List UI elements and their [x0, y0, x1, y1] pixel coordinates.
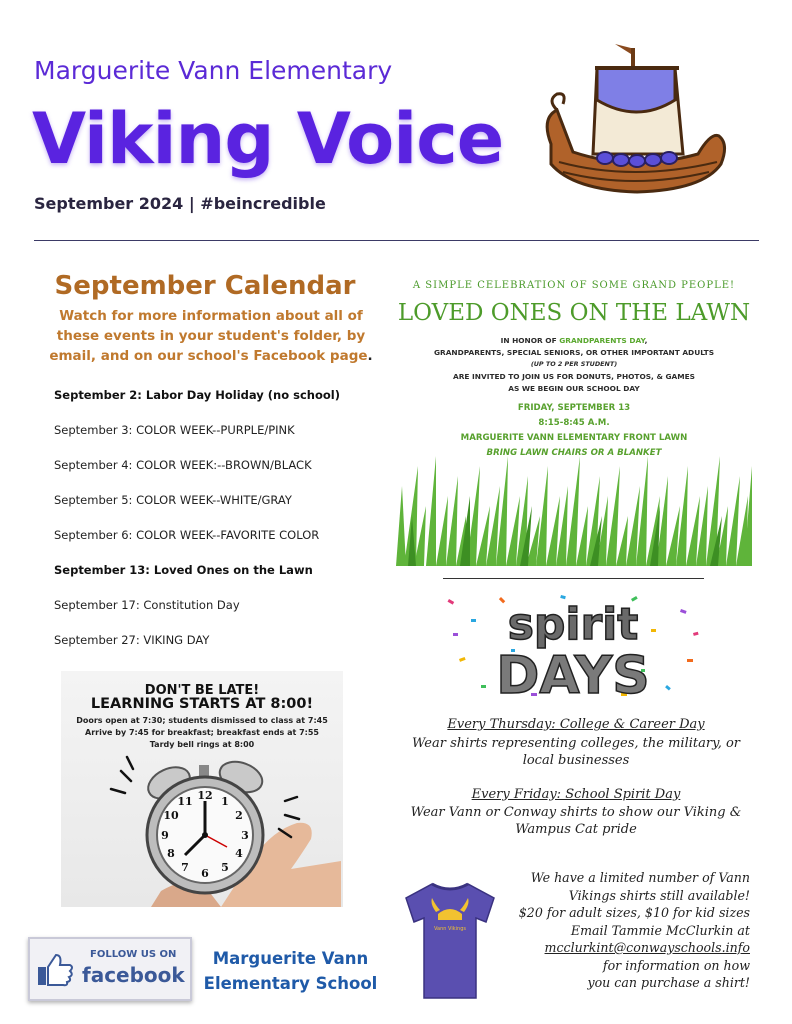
svg-text:2: 2 — [235, 809, 243, 822]
flyer-date: FRIDAY, SEPTEMBER 13 — [517, 403, 631, 413]
thumbs-up-icon — [36, 953, 74, 987]
svg-text:9: 9 — [161, 829, 169, 842]
confetti-illustration — [441, 589, 705, 705]
flyer-location: MARGUERITE VANN ELEMENTARY FRONT LAWN — [460, 433, 688, 443]
flyer-time: 8:15-8:45 A.M. — [538, 418, 610, 428]
newsletter-title: Viking Voice — [32, 98, 504, 180]
newsletter-subtitle: September 2024 | #beincredible — [34, 194, 326, 213]
late-notice-line: Tardy bell rings at 8:00 — [149, 740, 255, 749]
flyer-line: GRANDPARENTS, SPECIAL SENIORS, OR OTHER IMPORTANT ADULTS — [433, 348, 715, 357]
grass-illustration — [396, 426, 752, 566]
calendar-item: September 2: Labor Day Holiday (no school) — [54, 388, 340, 402]
email-link[interactable]: mcclurkint@conwayschools.info — [544, 940, 750, 955]
calendar-item: September 27: VIKING DAY — [54, 633, 210, 647]
flyer-line: AS WE BEGIN OUR SCHOOL DAY — [508, 384, 640, 393]
flyer-line — [396, 336, 752, 345]
friday-text: Wear Vann or Conway shirts to show our Viking & Wampus Cat pride — [410, 805, 742, 837]
facebook-wordmark: facebook — [82, 963, 185, 987]
facebook-follow-button[interactable] — [28, 937, 192, 1001]
late-notice-title: DON'T BE LATE! — [144, 683, 260, 698]
svg-text:1: 1 — [221, 795, 229, 808]
calendar-item: September 17: Constitution Day — [54, 598, 240, 612]
friday-heading: Every Friday: School Spirit Day — [471, 787, 681, 802]
svg-text:3: 3 — [241, 829, 249, 842]
flyer-title: LOVED ONES ON THE LAWN — [397, 300, 751, 326]
late-notice-line: Doors open at 7:30; students dismissed to class at 7:45 — [76, 716, 328, 725]
svg-text:6: 6 — [201, 867, 209, 880]
days-word: DAYS — [496, 646, 650, 705]
school-name: Marguerite Vann Elementary — [34, 56, 393, 85]
shirt-line: you can purchase a shirt! — [587, 975, 750, 990]
late-notice-line: Arrive by 7:45 for breakfast; breakfast ends at 7:55 — [85, 728, 319, 737]
late-notice-subtitle: LEARNING STARTS AT 8:00! — [90, 696, 314, 712]
calendar-item: September 6: COLOR WEEK--FAVORITE COLOR — [54, 528, 320, 542]
flyer-grandparents-day: GRANDPARENTS DAY — [559, 336, 645, 345]
thursday-heading: Every Thursday: College & Career Day — [447, 717, 705, 732]
calendar-heading: September Calendar — [54, 271, 356, 301]
flyer-line-text: , — [644, 336, 648, 345]
shirt-line: $20 for adult sizes, $10 for kid sizes — [518, 905, 750, 920]
svg-text:5: 5 — [221, 861, 229, 874]
flyer-line: ARE INVITED TO JOIN US FOR DONUTS, PHOTOS, & GAMES — [453, 372, 695, 381]
shirt-line: Email Tammie McClurkin at — [570, 922, 750, 938]
facebook-follow-label: FOLLOW US ON — [90, 949, 177, 960]
section-divider — [443, 578, 704, 579]
late-notice-image — [61, 671, 343, 907]
flyer-line-text: IN HONOR OF — [500, 336, 560, 345]
alarm-clock-icon — [101, 751, 341, 907]
thursday-text: Wear shirts representing colleges, the military, or local businesses — [411, 736, 741, 768]
calendar-intro — [46, 306, 376, 366]
shirt-print-text: Vann Vikings — [434, 926, 466, 932]
svg-text:12: 12 — [197, 789, 213, 802]
svg-text:7: 7 — [181, 861, 189, 874]
svg-text:8: 8 — [167, 847, 175, 860]
spirit-days-graphic — [441, 589, 705, 705]
flyer-bring: BRING LAWN CHAIRS OR A BLANKET — [486, 448, 662, 458]
viking-ship-icon — [533, 40, 738, 200]
loved-ones-flyer — [396, 276, 752, 566]
calendar-item: September 5: COLOR WEEK--WHITE/GRAY — [54, 493, 292, 507]
calendar-intro-period: . — [367, 348, 373, 364]
svg-text:11: 11 — [177, 795, 193, 808]
header-divider — [34, 240, 759, 241]
vikings-tshirt-image — [402, 880, 498, 1000]
calendar-item: September 13: Loved Ones on the Lawn — [54, 563, 313, 577]
shirt-line: for information on how — [602, 957, 750, 973]
flyer-kicker: A SIMPLE CELEBRATION OF SOME GRAND PEOPLE! — [412, 280, 736, 291]
spirit-word: spirit — [507, 599, 639, 650]
calendar-intro-text: Watch for more information about all of these events in your student's folder, by email, and on our school's Facebook page — [49, 308, 368, 364]
flyer-line: (UP TO 2 PER STUDENT) — [530, 360, 618, 368]
svg-text:4: 4 — [235, 847, 243, 860]
footer-school-name: Marguerite Vann Elementary School — [203, 949, 378, 993]
calendar-item: September 3: COLOR WEEK--PURPLE/PINK — [54, 423, 295, 437]
shirt-line: We have a limited number of Vann — [530, 870, 750, 885]
svg-text:10: 10 — [163, 809, 179, 822]
shirt-line: Vikings shirts still available! — [568, 887, 750, 903]
calendar-item: September 4: COLOR WEEK:--BROWN/BLACK — [54, 458, 312, 472]
shirt-info — [500, 869, 750, 992]
